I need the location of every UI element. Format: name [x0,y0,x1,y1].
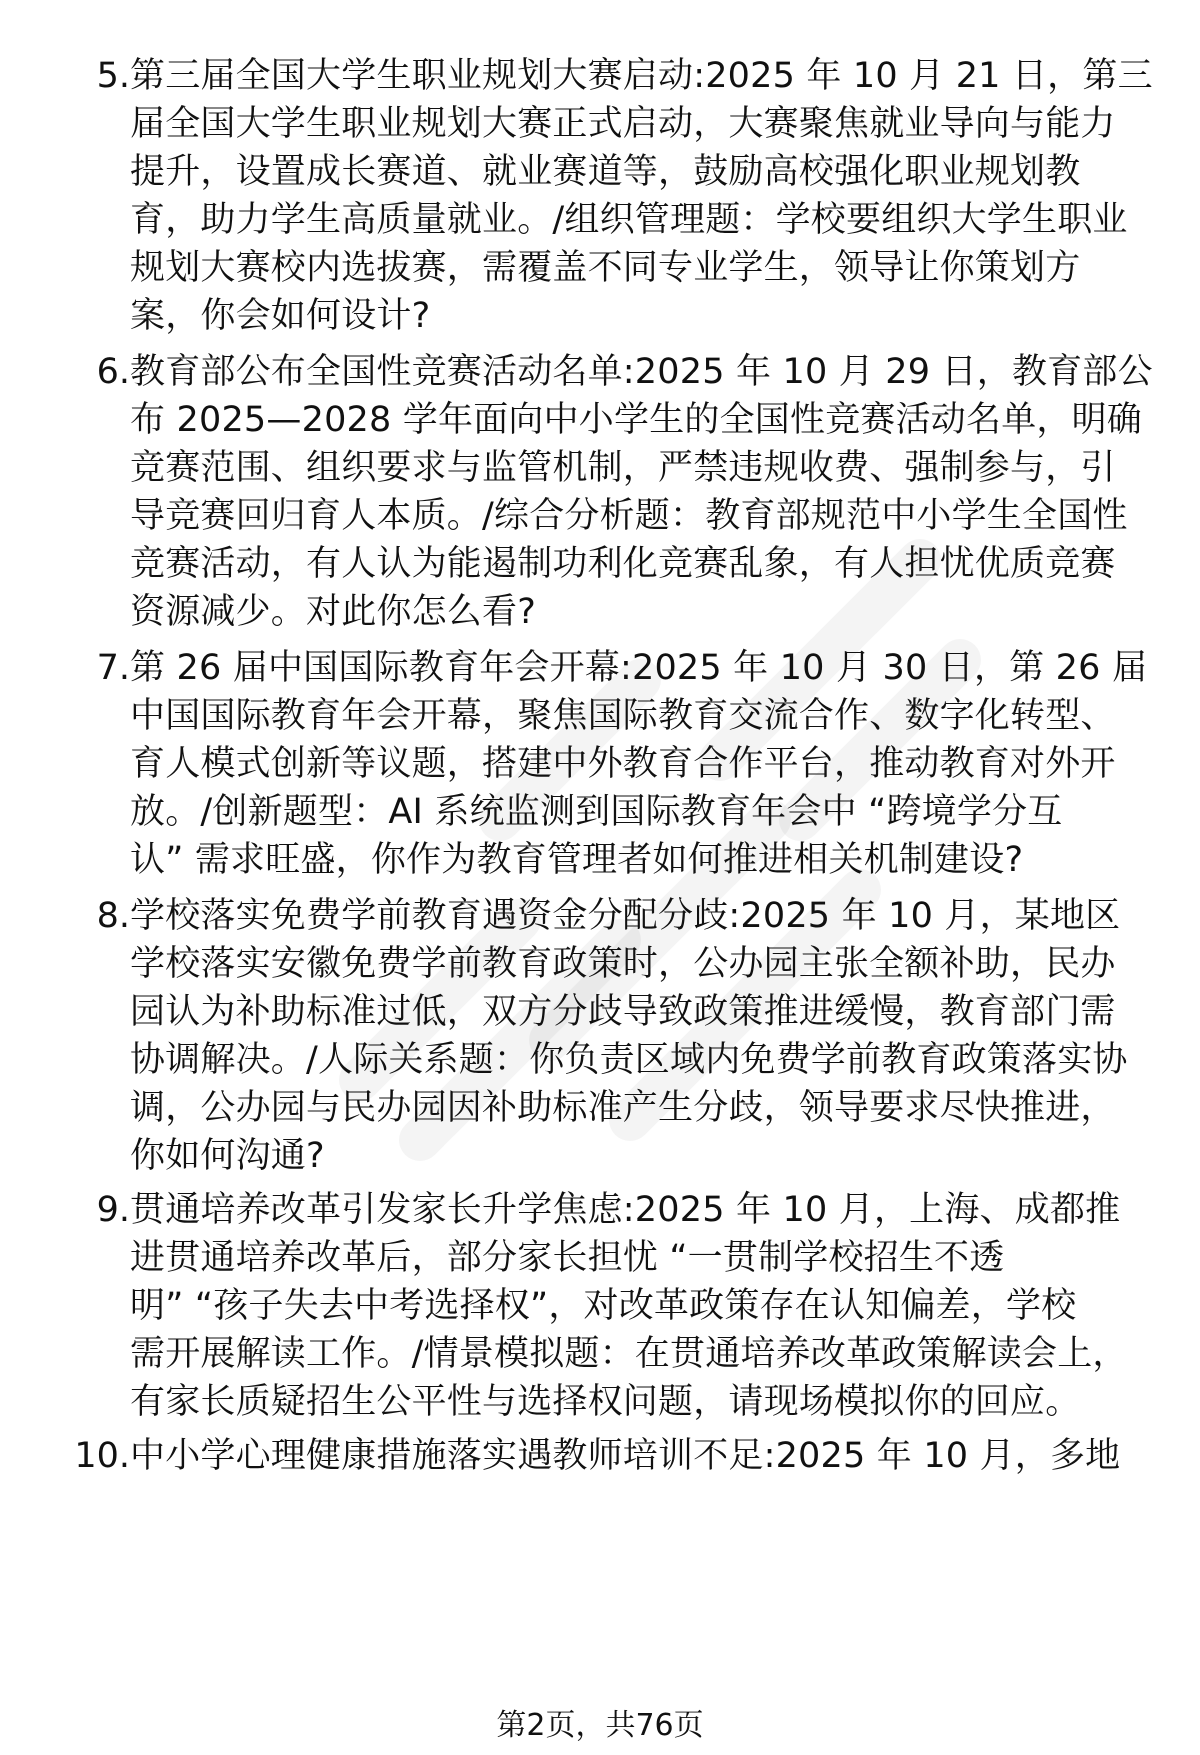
list-item-9 [70,1186,1160,1426]
page-number-footer: 第2页，共76页 [496,1708,704,1743]
list-item-text: 中小学心理健康措施落实遇教师培训不足:2025 年 10 月，多地 [130,1436,1121,1476]
list-item-7 [70,644,1160,884]
list-item-number: 8. [96,896,130,936]
list-item-text: 第三届全国大学生职业规划大赛启动:2025 年 10 月 21 日，第三 届全国大学生职业规划大赛正式启动，大赛聚焦就业导向与能力 提升，设置成长赛道、就业赛道等，鼓励高校强化职业规划教 育，助力学生高质量就业。/组织管理题：学校要组织大学生职业 规划大赛校内选拔赛，需覆盖不同专业学生，领导让你策划方 案，你会如何设计? [130,56,1153,336]
list-item-text: 学校落实免费学前教育遇资金分配分歧:2025 年 10 月，某地区 学校落实安徽免费学前教育政策时，公办园主张全额补助，民办 园认为补助标准过低，双方分歧导致政策推进缓慢，教育部门需 协调解决。/人际关系题：你负责区域内免费学前教育政策落实协 调，公办园与民办园因补助标准产生分歧，领导要求尽快推进， 你如何沟通? [130,896,1128,1176]
list-item-number: 6. [96,352,130,392]
list-item-number: 5. [96,56,130,96]
list-item-number: 9. [96,1190,130,1230]
list-item-number: 7. [96,648,130,688]
list-item-8 [70,892,1160,1180]
list-item-6 [70,348,1160,636]
list-item-text: 贯通培养改革引发家长升学焦虑:2025 年 10 月，上海、成都推 进贯通培养改革后，部分家长担忧 “一贯制学校招生不透 明” “孩子失去中考选择权”，对改革政策存在认知偏差，学校 需开展解读工作。/情景模拟题：在贯通培养改革政策解读会上， 有家长质疑招生公平性与选择权问题，请现场模拟你的回应。 [130,1190,1128,1422]
list-item-number: 10. [74,1436,130,1476]
list-item-5 [70,52,1160,340]
list-item-text: 教育部公布全国性竞赛活动名单:2025 年 10 月 29 日，教育部公 布 2025—2028 学年面向中小学生的全国性竞赛活动名单，明确 竞赛范围、组织要求与监管机制，严禁违规收费、强制参与，引 导竞赛回归育人本质。/综合分析题：教育部规范中小学生全国性 竞赛活动，有人认为能遏制功利化竞赛乱象，有人担忧优质竞赛 资源减少。对此你怎么看? [130,352,1153,632]
list-item-text: 第 26 届中国国际教育年会开幕:2025 年 10 月 30 日，第 26 届 中国国际教育年会开幕，聚焦国际教育交流合作、数字化转型、 育人模式创新等议题，搭建中外教育合作平台，推动教育对外开 放。/创新题型：AI 系统监测到国际教育年会中 “跨境学分互 认” 需求旺盛，你作为教育管理者如何推进相关机制建设? [130,648,1148,880]
list-item-10 [70,1432,1160,1480]
